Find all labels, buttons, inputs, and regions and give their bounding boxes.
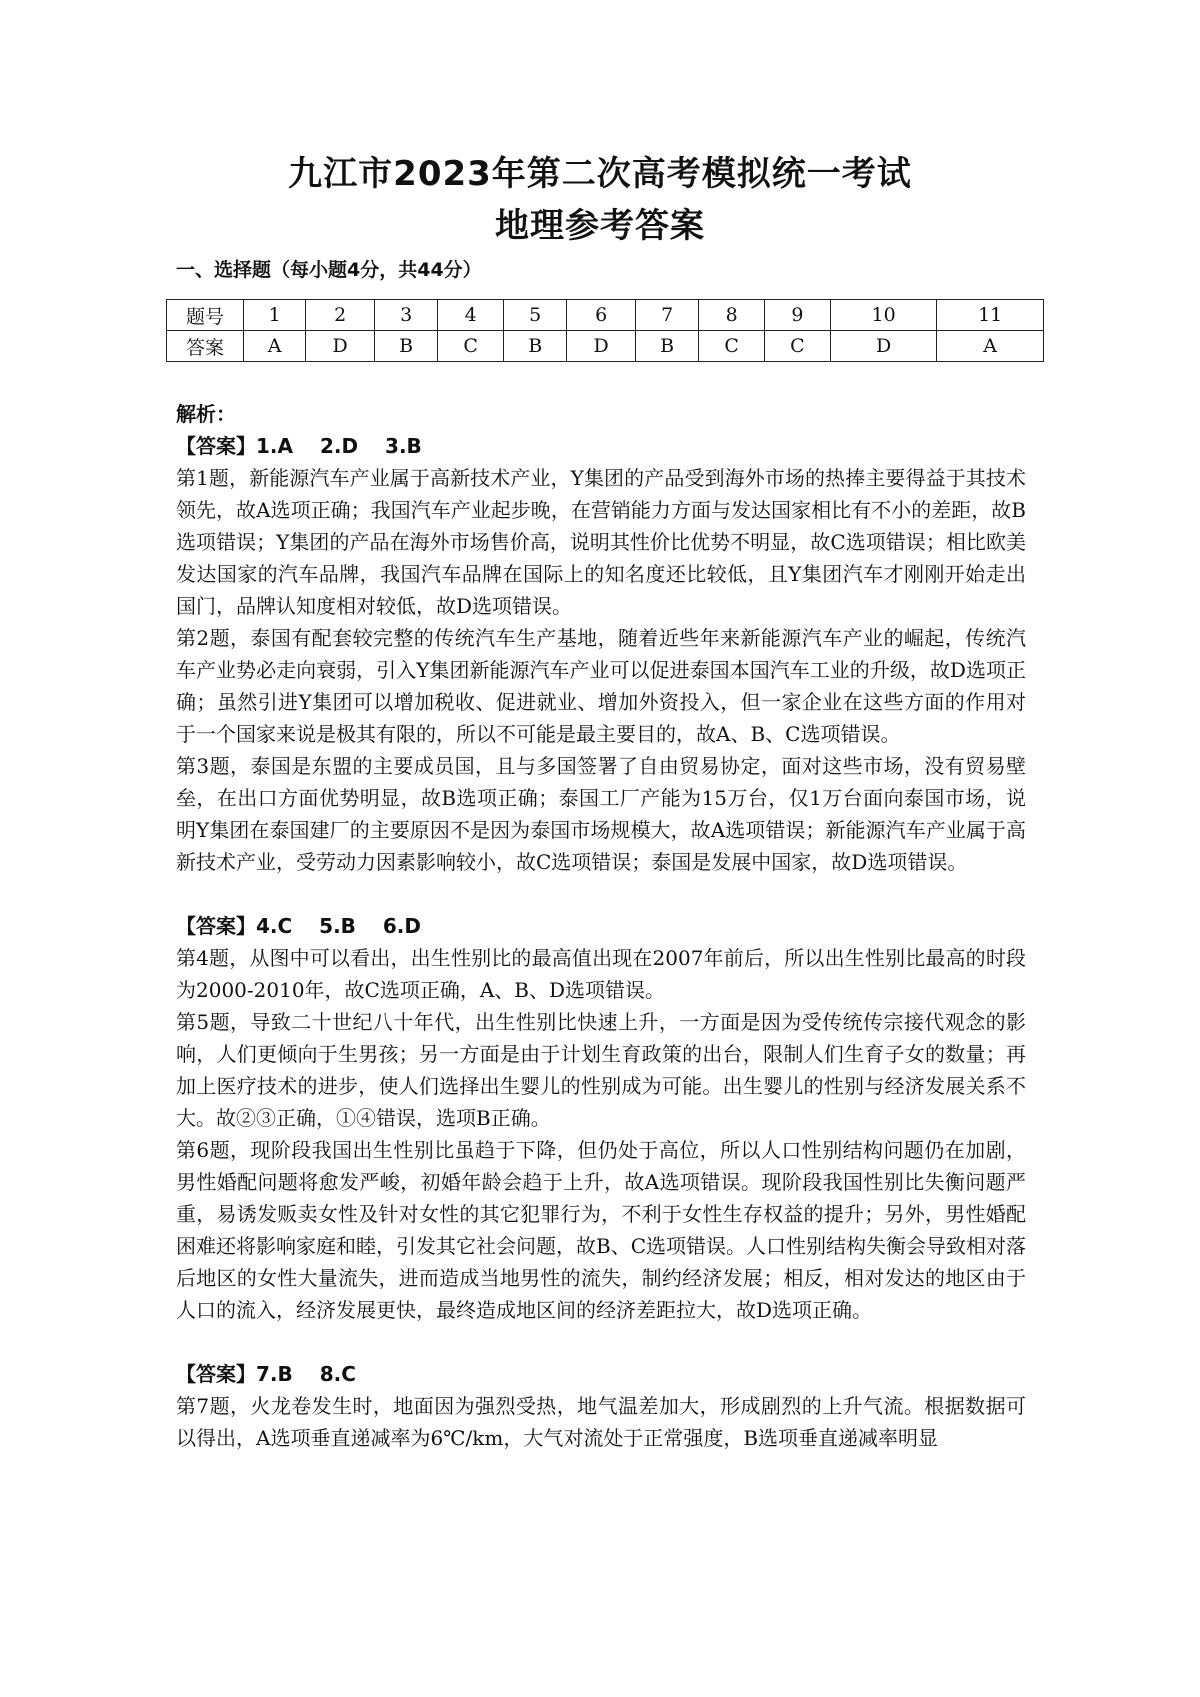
answer-cell: D	[830, 331, 937, 362]
question-number-cell: 4	[438, 300, 504, 331]
row-label-answer: 答案	[167, 331, 244, 362]
section-heading: 一、选择题（每小题4分，共44分）	[176, 259, 482, 281]
question-number-cell: 7	[636, 300, 699, 331]
answer-cell: D	[567, 331, 636, 362]
answer-cell: D	[306, 331, 375, 362]
exam-subtitle: 地理参考答案	[495, 206, 705, 246]
explanation-q1: 第1题，新能源汽车产业属于高新技术产业，Y集团的产品受到海外市场的热捧主要得益于其技术领先，故A选项正确；我国汽车产业起步晚，在营销能力方面与发达国家相比有不小的差距，故B选项错误；Y集团的产品在海外市场售价高，说明其性价比优势不明显，故C选项错误；相比欧美发达国家的汽车品牌，我国汽车品牌在国际上的知名度还比较低，且Y集团汽车才刚刚开始走出国门，品牌认知度相对较低，故D选项错误。	[176, 466, 1026, 618]
explanation-q4: 第4题，从图中可以看出，出生性别比的最高值出现在2007年前后，所以出生性别比最高的时段为2000-2010年，故C选项正确，A、B、D选项错误。	[176, 946, 1026, 1002]
analysis-label: 解析：	[176, 402, 236, 426]
answer-cell: A	[937, 331, 1044, 362]
question-number-cell: 6	[567, 300, 636, 331]
question-number-cell: 1	[244, 300, 306, 331]
question-number-cell: 10	[830, 300, 937, 331]
analysis-section	[176, 398, 1026, 1454]
answer-cell: B	[504, 331, 567, 362]
spacer	[176, 878, 1026, 910]
question-number-cell: 5	[504, 300, 567, 331]
answer-line-group3: 【答案】7.B 8.C	[176, 1362, 356, 1386]
question-number-cell: 11	[937, 300, 1044, 331]
spacer	[176, 1326, 1026, 1358]
question-number-cell: 9	[765, 300, 831, 331]
explanation-q6: 第6题，现阶段我国出生性别比虽趋于下降，但仍处于高位，所以人口性别结构问题仍在加剧，男性婚配问题将愈发严峻，初婚年龄会趋于上升，故A选项错误。现阶段我国性别比失衡问题严重，易诱发贩卖女性及针对女性的其它犯罪行为，不利于女性生存权益的提升；另外，男性婚配困难还将影响家庭和睦，引发其它社会问题，故B、C选项错误。人口性别结构失衡会导致相对落后地区的女性大量流失，进而造成当地男性的流失，制约经济发展；相反，相对发达的地区由于人口的流入，经济发展更快，最终造成地区间的经济差距拉大，故D选项正确。	[176, 1138, 1026, 1322]
answer-line-group2: 【答案】4.C 5.B 6.D	[176, 914, 421, 938]
explanation-q5: 第5题，导致二十世纪八十年代，出生性别比快速上升，一方面是因为受传统传宗接代观念的影响，人们更倾向于生男孩；另一方面是由于计划生育政策的出台，限制人们生育子女的数量；再加上医疗技术的进步，使人们选择出生婴儿的性别成为可能。出生婴儿的性别与经济发展关系不大。故②③正确，①④错误，选项B正确。	[176, 1010, 1026, 1130]
explanation-q3: 第3题，泰国是东盟的主要成员国，且与多国签署了自由贸易协定，面对这些市场，没有贸易壁垒，在出口方面优势明显，故B选项正确；泰国工厂产能为15万台，仅1万台面向泰国市场，说明Y集团在泰国建厂的主要原因不是因为泰国市场规模大，故A选项错误；新能源汽车产业属于高新技术产业，受劳动力因素影响较小，故C选项错误；泰国是发展中国家，故D选项错误。	[176, 754, 1026, 874]
explanation-q2: 第2题，泰国有配套较完整的传统汽车生产基地，随着近些年来新能源汽车产业的崛起，传统汽车产业势必走向衰弱，引入Y集团新能源汽车产业可以促进泰国本国汽车工业的升级，故D选项正确；虽然引进Y集团可以增加税收、促进就业、增加外资投入，但一家企业在这些方面的作用对于一个国家来说是极其有限的，所以不可能是最主要目的，故A、B、C选项错误。	[176, 626, 1026, 746]
answer-cell: C	[765, 331, 831, 362]
answer-row	[167, 331, 1044, 362]
answer-table	[166, 299, 1044, 362]
answer-cell: C	[438, 331, 504, 362]
answer-cell: C	[699, 331, 765, 362]
question-number-cell: 2	[306, 300, 375, 331]
answer-line-group1: 【答案】1.A 2.D 3.B	[176, 434, 422, 458]
question-number-cell: 3	[374, 300, 437, 331]
row-label-question: 题号	[167, 300, 244, 331]
explanation-q7: 第7题，火龙卷发生时，地面因为强烈受热，地气温差加大，形成剧烈的上升气流。根据数据可以得出，A选项垂直递减率为6℃/km，大气对流处于正常强度，B选项垂直递减率明显	[176, 1394, 1026, 1450]
answer-cell: B	[636, 331, 699, 362]
answer-cell: A	[244, 331, 306, 362]
question-number-row	[167, 300, 1044, 331]
question-number-cell: 8	[699, 300, 765, 331]
answer-cell: B	[374, 331, 437, 362]
exam-title: 九江市2023年第二次高考模拟统一考试	[288, 154, 912, 194]
